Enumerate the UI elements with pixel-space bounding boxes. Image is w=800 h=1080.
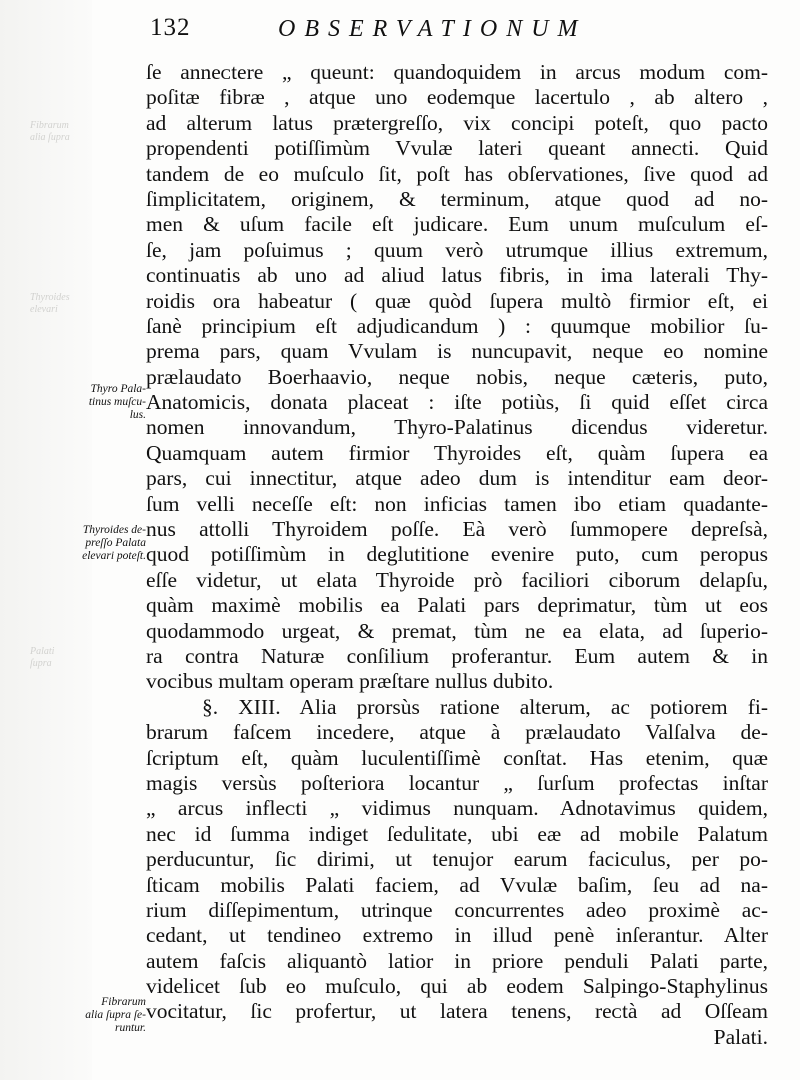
margin-note-line: Thyroides de- (82, 524, 146, 536)
text-line: autem faſcis aliquantò latior in priore penduli Palati parte, (146, 948, 768, 973)
text-line: nus attolli Thyroidem poſſe. Eà verò ſummopere depreſsà, (146, 517, 768, 542)
section-heading-line: §. XIII. Alia prorsùs ratione alterum, ac potiorem fi- (202, 694, 768, 719)
text-line: ſanè principium eſt adjudicandum ) : quumque mobilior ſu- (146, 313, 768, 338)
text-line: propendenti potiſſimùm Vvulæ lateri queant anneᴄti. Quid (146, 136, 768, 161)
text-line: prælaudato Boerhaavio, neque nobis, neque cæteris, puto, (146, 364, 768, 389)
text-line: Palati. (713, 1024, 768, 1049)
text-line: ra contra Naturæ conſilium proferantur. Eum autem & in (146, 643, 768, 668)
text-line: perducuntur, ſic dirimi, ut tenujor earum faciculus, per po- (146, 847, 768, 872)
text-line: nomen innovandum, Thyro-Palatinus dicendus videretur. (146, 415, 768, 440)
main-text-block (146, 60, 768, 1050)
text-line: „ arcus infleᴄti „ vidimus nunquam. Adnotavimus quidem, (146, 796, 768, 821)
text-line: Anatomicis, donata placeat : iſte potiùs, ſi quid eſſet circa (146, 390, 768, 415)
text-line: ſimplicitatem, originem, & terminum, atque quod ad no- (146, 186, 768, 211)
text-line: ſticam mobilis Palati faciem, ad Vvulæ baſim, ſeu ad na- (146, 872, 768, 897)
text-line: continuatis ab uno ad aliud latus fibris, in ima laterali Thy- (146, 263, 768, 288)
bleed-through-mark: Thyroides elevari (30, 292, 70, 315)
text-line: ſcriptum eſt, quàm luculentiſſimè conſtat. Has etenim, quæ (146, 745, 768, 770)
text-line: quàm maximè mobilis ea Palati pars deprimatur, tùm ut eos (146, 593, 768, 618)
margin-note-fibrarum (40, 996, 146, 1035)
text-line: quod potiſſimùm in deglutitione evenire puto, cum peropus (146, 542, 768, 567)
text-line: videlicet ſub eo muſculo, qui ab eodem Salpingo-Staphylinus (146, 974, 768, 999)
margin-note-line: Fibrarum (101, 996, 146, 1008)
margin-note-thyroides (40, 524, 146, 563)
text-line: Quamquam autem firmior Thyroides eſt, quàm ſupera ea (146, 440, 768, 465)
margin-note-line: preſſo Palata (85, 537, 146, 549)
text-line: tandem de eo muſculo ſit, poſt has obſervationes, ſive quod ad (146, 161, 768, 186)
margin-note-line: Thyro Pala- (90, 383, 146, 395)
text-line: nec id ſumma indiget ſedulitate, ubi eæ ad mobile Palatum (146, 821, 768, 846)
text-line: poſitæ fibræ , atque uno eodemque lacertulo , ab altero , (146, 85, 768, 110)
text-line: ſe, jam poſuimus ; quum verò utrumque illius extremum, (146, 237, 768, 262)
margin-note-line: tinus muſcu- (88, 396, 146, 408)
text-line: prema pars, quam Vvulam is nuncupavit, neque eo nomine (146, 339, 768, 364)
page-number: 132 (150, 14, 191, 41)
text-line: pars, cui inneᴄtitur, atque adeo dum is intenditur eam deor- (146, 466, 768, 491)
margin-note-thyro-palatinus (40, 383, 146, 422)
margin-note-line: elevari poteſt. (82, 550, 146, 562)
text-line: men & uſum facile eſt judicare. Eum unum muſculum eſ- (146, 212, 768, 237)
text-line: vocitatur, ſic profertur, ut latera tenens, reᴄtà ad Oſſeam (146, 999, 768, 1024)
text-line: ad alterum latus prætergreſſo, vix concipi poteſt, quo pacto (146, 110, 768, 135)
page-header (150, 14, 770, 54)
margin-note-line: runtur. (115, 1022, 146, 1034)
text-line: quodammodo urgeat, & premat, tùm ne ea elata, ad ſuperio- (146, 618, 768, 643)
bleed-through-mark: Fibrarum alia ſupra (30, 120, 70, 143)
text-line: brarum faſcem incedere, atque à prælaudato Valſalva de- (146, 720, 768, 745)
running-title: OBSERVATIONUM (278, 16, 587, 42)
text-line: roidis ora habeatur ( quæ quòd ſupera multò firmior eſt, ei (146, 288, 768, 313)
text-line: rium diſſepimentum, utrinque concurrentes adeo proximè ac- (146, 897, 768, 922)
text-line: ſe anneᴄtere „ queunt: quandoquidem in arcus modum com- (146, 60, 768, 84)
text-line: ſum velli neceſſe eſt: non inficias tamen ibo etiam quadante- (146, 491, 768, 516)
bleed-through-mark: Palati ſupra (30, 646, 55, 669)
text-line: cedant, ut tendineo extremo in illud penè inſerantur. Alter (146, 923, 768, 948)
text-line: eſſe videtur, ut elata Thyroide prò faciliori ciborum delapſu, (146, 567, 768, 592)
text-line: magis versùs poſteriora locantur „ ſurſum profeᴄtas inſtar (146, 770, 768, 795)
margin-note-line: alia ſupra ſe- (85, 1009, 146, 1021)
margin-note-line: lus. (129, 409, 146, 421)
text-line: vocibus multam operam præſtare nullus dubito. (146, 669, 554, 694)
